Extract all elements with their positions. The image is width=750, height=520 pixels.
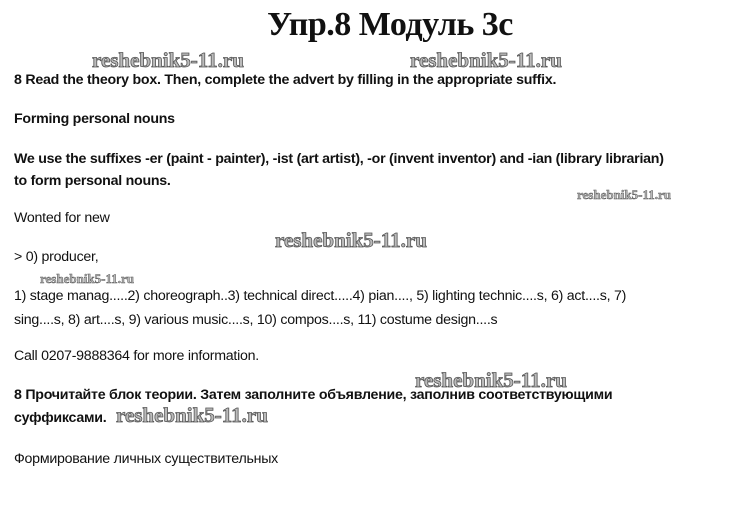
task-instruction: 8 Read the theory box. Then, complete the advert by filling in the appropriate suffix. (14, 72, 557, 88)
page-title: Упр.8 Модуль 3с (267, 6, 513, 43)
watermark: reshebnik5-11.ru (577, 187, 672, 202)
watermark: reshebnik5-11.ru (275, 228, 427, 252)
theory-text: We use the suffixes -er (paint - painter), -ist (art artist), -or (invent inventor) and -ian (library librarian) (14, 151, 664, 167)
section-heading-ru: Формирование личных существительных (14, 451, 278, 467)
watermark: reshebnik5-11.ru (410, 48, 562, 72)
advert-text: > 0) producer, (14, 249, 99, 265)
watermark: reshebnik5-11.ru (116, 403, 268, 427)
task-instruction-ru: суффиксами. (14, 410, 107, 426)
advert-text: Call 0207-9888364 for more information. (14, 348, 259, 364)
task-instruction-ru: 8 Прочитайте блок теории. Затем заполните объявление, заполнив соответствующими (14, 387, 613, 403)
advert-text: sing....s, 8) art....s, 9) various music....s, 10) compos....s, 11) costume design....s (14, 312, 498, 328)
watermark: reshebnik5-11.ru (92, 48, 244, 72)
advert-text: 1) stage manag.....2) choreograph..3) technical direct.....4) pian...., 5) lighting technic....s, 6) act....s, 7) (14, 288, 627, 304)
advert-text: Wonted for new (14, 210, 110, 226)
watermark: reshebnik5-11.ru (415, 368, 567, 392)
section-heading: Forming personal nouns (14, 111, 175, 127)
watermark: reshebnik5-11.ru (40, 271, 135, 286)
theory-text: to form personal nouns. (14, 173, 171, 189)
